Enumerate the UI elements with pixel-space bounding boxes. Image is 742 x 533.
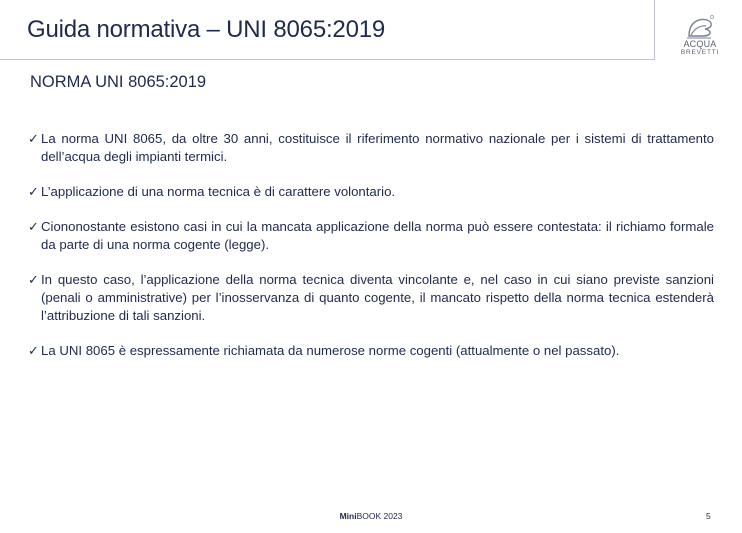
list-item — [28, 342, 714, 360]
list-item — [28, 130, 714, 166]
acqua-brevetti-logo-icon — [685, 14, 715, 40]
brand-logo — [672, 14, 728, 64]
page-number: 5 — [706, 511, 711, 521]
check-icon: ✓ — [28, 272, 39, 287]
footer-brand-rest: BOOK 2023 — [356, 511, 403, 521]
bullet-text: In questo caso, l’applicazione della norma tecnica diventa vincolante e, nel caso in cui siano previste sanzioni (penali o amministrative) per l’inosservanza di quanto cogente, il mancato rispetto della norma tecnica estenderà l’attribuzione di tali sanzioni. — [41, 272, 714, 323]
list-item — [28, 218, 714, 254]
list-item — [28, 271, 714, 325]
bullet-text: La UNI 8065 è espressamente richiamata da numerose norme cogenti (attualmente o nel passato). — [41, 343, 620, 358]
footer-brand — [0, 511, 742, 521]
check-icon: ✓ — [28, 343, 39, 358]
section-heading: NORMA UNI 8065:2019 — [30, 73, 207, 91]
page-title: Guida normativa – UNI 8065:2019 — [27, 16, 386, 43]
check-icon: ✓ — [28, 219, 39, 234]
check-icon: ✓ — [28, 131, 39, 146]
bullet-text: La norma UNI 8065, da oltre 30 anni, costituisce il riferimento normativo nazionale per i sistemi di trattamento dell’acqua degli impianti termici. — [41, 131, 714, 164]
bullet-text: Ciononostante esistono casi in cui la mancata applicazione della norma può essere contestata: il richiamo formale da parte di una norma cogente (legge). — [41, 219, 714, 252]
logo-word: ACQUA — [683, 39, 717, 49]
logo-subtitle: BREVETTI — [680, 49, 720, 56]
bullet-text: L’applicazione di una norma tecnica è di carattere volontario. — [41, 184, 396, 199]
header-bar — [0, 0, 655, 60]
bullet-list — [28, 130, 714, 377]
check-icon: ✓ — [28, 184, 39, 199]
footer-brand-bold: Mini — [339, 511, 357, 521]
list-item — [28, 183, 714, 201]
